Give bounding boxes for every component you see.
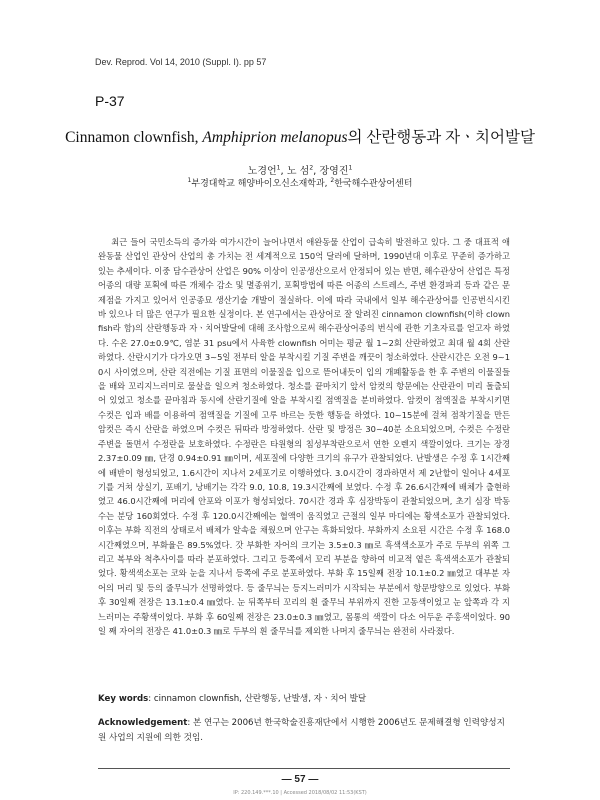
author-3-affil: 1 <box>348 164 353 172</box>
journal-citation: Dev. Reprod. Vol 14, 2010 (Suppl. I). pp 57 <box>95 57 267 67</box>
abstract-body: 최근 들어 국민소득의 증가와 여가시간이 늘어나면서 애완동물 산업이 급속히 발전하고 있다. 그 중 대표적 애완동물 산업인 관상어 산업의 총 가치는 전 세계적으로 150억 달러에 달하며, 1990년대 이후로 꾸준히 증가하고 있는 추세이다. 이중 담수관상어 산업은 90% 이상이 인공생산으로서 안정되어 있는 반면, 해수관상어 산업은 특정 어종의 대량 포획에 따른 개체수 감소 및 멸종위기, 포획방법에 따른 어종의 스트레스, 주변 환경파괴 등과 같은 문제점을 가지고 있어서 인공종묘 생산기술 개발이 절실하다. 이에 따라 국내에서 일부 해수관상어를 인공번식시킨 바 있으나 더 많은 연구가 필요한 실정이다. 본 연구에서는 관상어로 잘 알려진 cinnamon clownfish(이하 clownfish라 함)의 산란행동과 자ㆍ치어발달에 대해 조사함으로써 해수관상어종의 번식에 관한 기초자료를 얻고자 하였다. 수온 27.0±0.9℃, 염분 31 psu에서 사육한 clownfish 어미는 평균 월 1~2회 산란하였고 최대 월 4회 산란하였다. 산란시기가 다가오면 3~5일 전부터 알을 부착시킬 기질 주변을 깨끗이 청소하였다. 산란시간은 오전 9~10시 사이였으며, 산란 직전에는 기질 표면의 이물질을 입으로 뜯어내듯이 입의 개폐활동을 한 후 주변의 이물질들을 배와 꼬리지느러미로 물살을 일으켜 청소하였다. 청소를 끝마치기 앞서 암컷의 항문에는 산란관이 미리 돌출되어 있었고 청소를 끝마침과 동시에 산란기질에 알을 부착시킬 점액질을 분비하였다. 암컷이 점액질을 부착시키면 수컷은 입과 배를 이용하여 점액질을 기질에 고루 바르는 듯한 행동을 하였다. 10~15분에 걸쳐 점착기질을 만든 암컷은 즉시 산란을 하였으며 수컷은 뒤따라 방정하였다. 산란 및 방정은 30~40분 소요되었으며, 수컷은 수정란 주변을 돌면서 수정란을 보호하였다. 수정란은 타원형의 침성부착란으로서 연한 오렌지 색깔이었다. 크기는 장경 2.37±0.09 ㎜, 단경 0.94±0.91 ㎜이며, 세포질에 다양한 크기의 유구가 관찰되었다. 난발생은 수정 후 1시간째에 배반이 형성되었고, 1.6시간이 지나서 2세포기로 이행하였다. 3.0시간이 경과하면서 제 2난할이 일어나 4세포기를 거쳐 상실기, 포배기, 낭배기는 각각 9.0, 10.8, 19.3시간째에 보였다. 수정 후 26.6시간째에 배체가 출현하였고 46.0시간째에 머리에 안포와 이포가 형성되었다. 70시간 경과 후 심장박동이 관찰되었으며, 초기 심장 박동수는 분당 160회였다. 수정 후 120.0시간째에는 혈액이 움직였고 근절의 일부 마디에는 황색소포가 관찰되었다. 이후는 부화 직전의 상태로서 배체가 알속을 채웠으며 안구는 흑화되었다. 부화까지 소요된 시간은 수정 후 168.0시간째였으며, 부화율은 89.5%였다. 갓 부화한 자어의 크기는 3.5±0.3 ㎜로 흑색색소포가 주로 두부의 위쪽 그리고 복부와 척추사이를 따라 분포하였다. 그리고 등쪽에서 꼬리 부분을 향하여 비교적 옅은 흑색색소포가 관찰되었다. 황색색소포는 코와 눈을 지나서 등쪽에 주로 분포하였다. 부화 후 15일째 전장 10.1±0.2 ㎜였고 대부분 자어의 머리 및 등의 줄무늬가 선명하였다. 등 줄무늬는 등지느러미가 시작되는 부분에서 항문방향으로 있었다. 부화 후 30일째 전장은 13.1±0.4 ㎜였다. 눈 뒤쪽부터 꼬리의 흰 줄무늬 부위까지 진한 고동색이었고 눈 앞쪽과 각 지느러미는 주황색이었다. 부화 후 60일째 전장은 23.0±0.3 ㎜였고, 몸통의 색깔이 다소 어두운 주홍색이었다. 90일 째 자어의 전장은 41.0±0.3 ㎜로 두부의 흰 줄무늬를 제외한 나머지 줄무늬는 완전히 사라졌다. <box>98 237 510 636</box>
keywords-label: Key words <box>98 694 149 704</box>
title-prefix: Cinnamon clownfish, <box>65 129 203 146</box>
affil-2: 한국해수관상어센터 <box>334 179 413 189</box>
title-suffix: 의 산란행동과 자ㆍ치어발달 <box>347 129 535 146</box>
author-2: , 노 섬 <box>280 166 310 177</box>
author-3: , 장영진 <box>313 166 349 177</box>
keywords <box>98 692 510 704</box>
acknowledgement-label: Acknowledgement <box>98 718 188 728</box>
access-stamp: IP: 220.149.***.10 | Accessed 2018/08/02 11:53(KST) <box>233 790 367 796</box>
paper-id: P-37 <box>95 93 125 109</box>
footer-divider <box>98 768 510 769</box>
title-species: Amphiprion melanopus <box>202 129 348 146</box>
author-1: 노경언 <box>247 166 277 177</box>
affil-1: 부경대학교 해양바이오신소재학과, <box>191 179 331 189</box>
keywords-text: : cinnamon clownfish, 산란행동, 난발생, 자ㆍ치어 발달 <box>148 694 367 704</box>
acknowledgement <box>98 716 510 746</box>
author-2-affil: 2 <box>309 164 314 172</box>
author-1-affil: 1 <box>276 164 281 172</box>
affiliations <box>0 176 600 189</box>
paper-title <box>0 125 600 147</box>
page-number: — 57 — <box>281 774 319 785</box>
author-list <box>0 162 600 177</box>
affil-2-marker: 2 <box>330 177 335 184</box>
acknowledgement-text: : 본 연구는 2006년 한국학술진흥재단에서 시행한 2006년도 문제해결형 인력양성지원 사업의 지원에 의한 것임. <box>98 718 505 743</box>
affil-1-marker: 1 <box>187 177 192 184</box>
